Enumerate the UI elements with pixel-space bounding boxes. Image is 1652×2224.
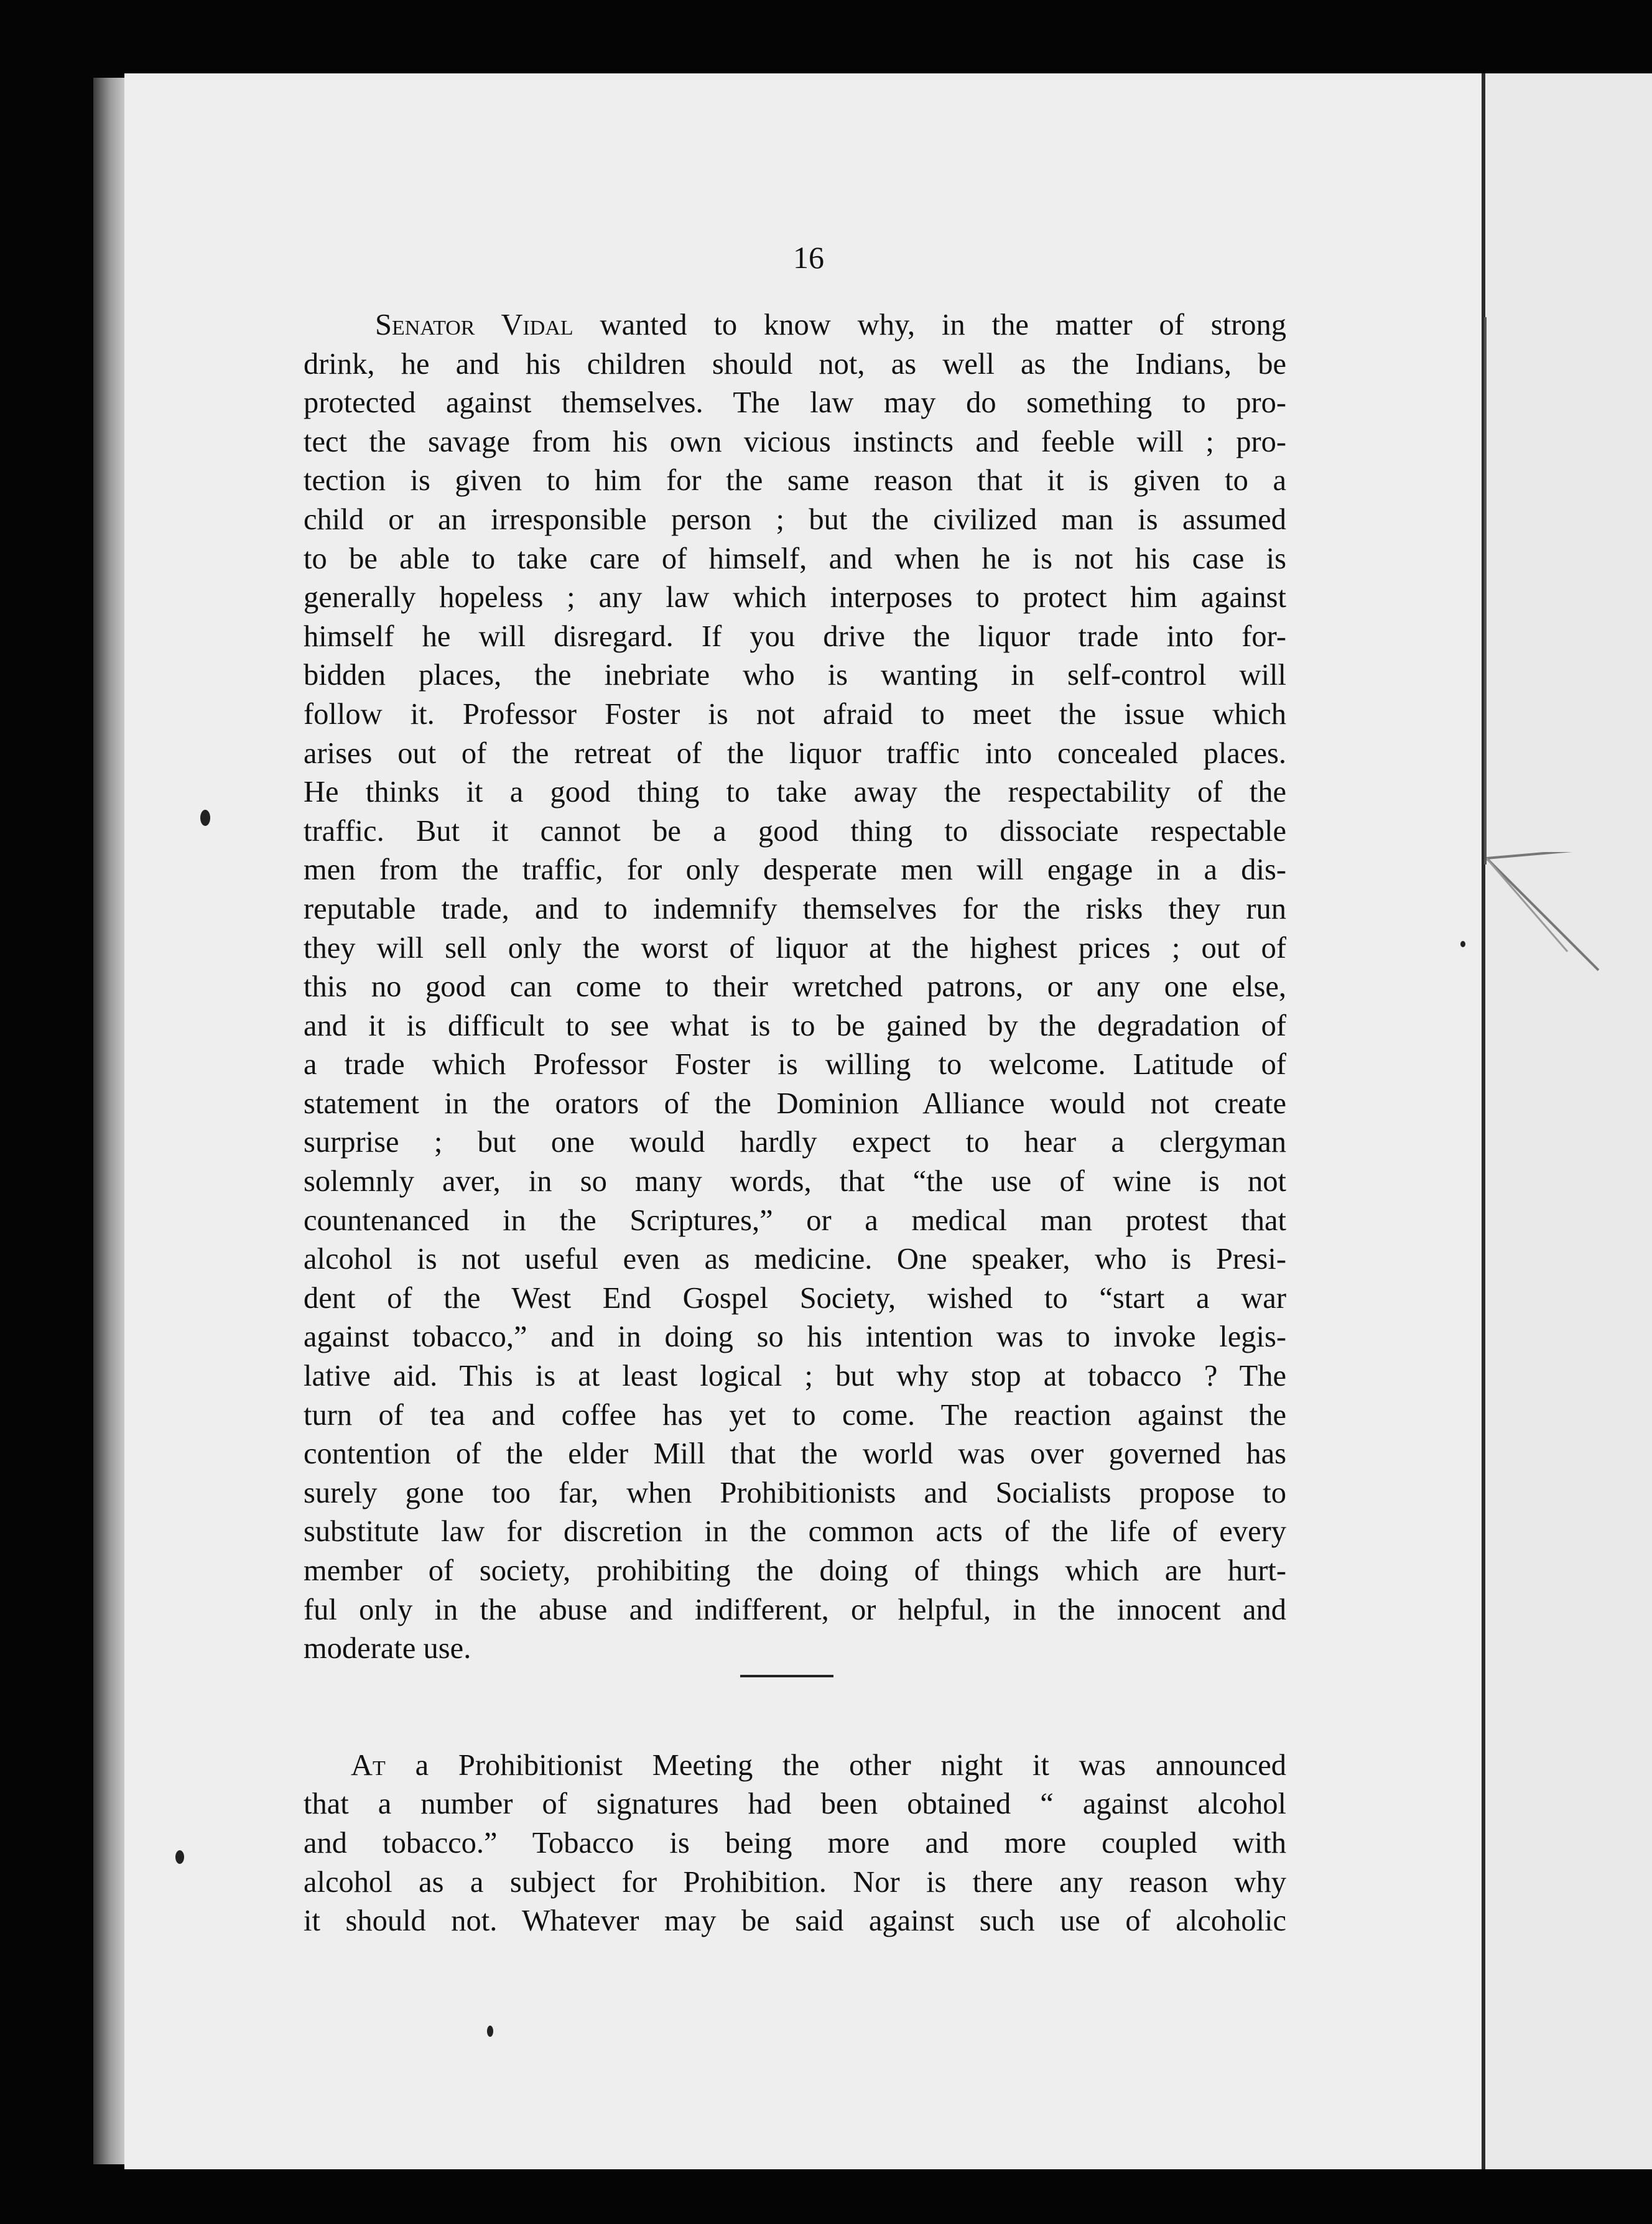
text-line: moderate use. bbox=[304, 1632, 471, 1666]
text-line: lative aid. This is at least logical ; but why stop at tobacco ? The bbox=[304, 1360, 1286, 1393]
text-line: countenanced in the Scriptures,” or a medical man protest that bbox=[304, 1203, 1286, 1237]
text-line: a trade which Professor Foster is willing to welcome. Latitude of bbox=[304, 1048, 1286, 1082]
text-line: traffic. But it cannot be a good thing to dissociate respectable bbox=[304, 814, 1286, 848]
binding-thread bbox=[1487, 852, 1636, 976]
text-line: reputable trade, and to indemnify themselves for the risks they run bbox=[304, 892, 1286, 925]
text-line: child or an irresponsible person ; but the civilized man is assumed bbox=[304, 503, 1286, 536]
text-line: himself he will disregard. If you drive the liquor trade into for- bbox=[304, 619, 1286, 653]
lead-name: Senator Vidal bbox=[375, 308, 573, 341]
text-line: statement in the orators of the Dominion Alliance would not create bbox=[304, 1087, 1286, 1120]
text-line: and it is difficult to see what is to be gained by the degradation of bbox=[304, 1009, 1286, 1042]
text-line: dent of the West End Gospel Society, wished to “start a war bbox=[304, 1281, 1286, 1315]
text-line: solemnly aver, in so many words, that “the use of wine is not bbox=[304, 1165, 1286, 1198]
text-line: to be able to take care of himself, and when he is not his case is bbox=[304, 542, 1286, 575]
text-line: alcohol as a subject for Prohibition. Nor is there any reason why bbox=[304, 1865, 1286, 1899]
text-line: against tobacco,” and in doing so his intention was to invoke legis- bbox=[304, 1320, 1286, 1354]
text-line: bidden places, the inebriate who is wanting in self-control will bbox=[304, 659, 1286, 692]
text-line: ful only in the abuse and indifferent, or helpful, in the innocent and bbox=[304, 1593, 1286, 1626]
lead-word: At bbox=[351, 1748, 386, 1782]
page-number: 16 bbox=[793, 240, 824, 275]
text-line: and tobacco.” Tobacco is being more and more coupled with bbox=[304, 1826, 1286, 1860]
text-line: generally hopeless ; any law which interposes to protect him against bbox=[304, 581, 1286, 614]
margin-speck bbox=[200, 810, 210, 826]
text-line: arises out of the retreat of the liquor traffic into concealed places. bbox=[304, 736, 1286, 770]
margin-speck bbox=[1460, 941, 1465, 947]
text-line: they will sell only the worst of liquor at the highest prices ; out of bbox=[304, 931, 1286, 965]
text-line: tect the savage from his own vicious instincts and feeble will ; pro- bbox=[304, 425, 1286, 458]
text-line: alcohol is not useful even as medicine. One speaker, who is Presi- bbox=[304, 1243, 1286, 1276]
text-line: that a number of signatures had been obtained “ against alcohol bbox=[304, 1787, 1286, 1821]
text-line: He thinks it a good thing to take away the respectability of the bbox=[304, 776, 1286, 809]
text-line: contention of the elder Mill that the world was over governed has bbox=[304, 1437, 1286, 1471]
text-line: surely gone too far, when Prohibitionists and Socialists propose to bbox=[304, 1476, 1286, 1509]
text-line: Senator Vidal wanted to know why, in the matter of strong bbox=[375, 308, 1286, 341]
text-line: member of society, prohibiting the doing of things which are hurt- bbox=[304, 1554, 1286, 1587]
text-line: turn of tea and coffee has yet to come. The reaction against the bbox=[304, 1398, 1286, 1432]
text-line: this no good can come to their wretched patrons, or any one else, bbox=[304, 970, 1286, 1004]
text-line: At a Prohibitionist Meeting the other night it was announced bbox=[351, 1748, 1286, 1782]
text-line: men from the traffic, for only desperate men will engage in a dis- bbox=[304, 853, 1286, 887]
paragraph-1 bbox=[304, 306, 1286, 1669]
binding-line bbox=[1484, 317, 1487, 864]
margin-speck bbox=[175, 1850, 184, 1864]
section-divider bbox=[740, 1675, 833, 1677]
facing-page-strip bbox=[1485, 73, 1652, 2169]
text-line: surprise ; but one would hardly expect to hear a clergyman bbox=[304, 1126, 1286, 1159]
text-line: substitute law for discretion in the common acts of the life of every bbox=[304, 1515, 1286, 1549]
text-line: protected against themselves. The law may do something to pro- bbox=[304, 386, 1286, 420]
margin-speck bbox=[487, 2026, 493, 2037]
text-line: follow it. Professor Foster is not afraid to meet the issue which bbox=[304, 697, 1286, 731]
text-line: drink, he and his children should not, as well as the Indians, be bbox=[304, 347, 1286, 381]
text-line: tection is given to him for the same reason that it is given to a bbox=[304, 464, 1286, 498]
text-line: it should not. Whatever may be said against such use of alcoholic bbox=[304, 1904, 1286, 1938]
paragraph-2 bbox=[304, 1746, 1286, 1941]
body-text bbox=[304, 306, 1286, 1941]
